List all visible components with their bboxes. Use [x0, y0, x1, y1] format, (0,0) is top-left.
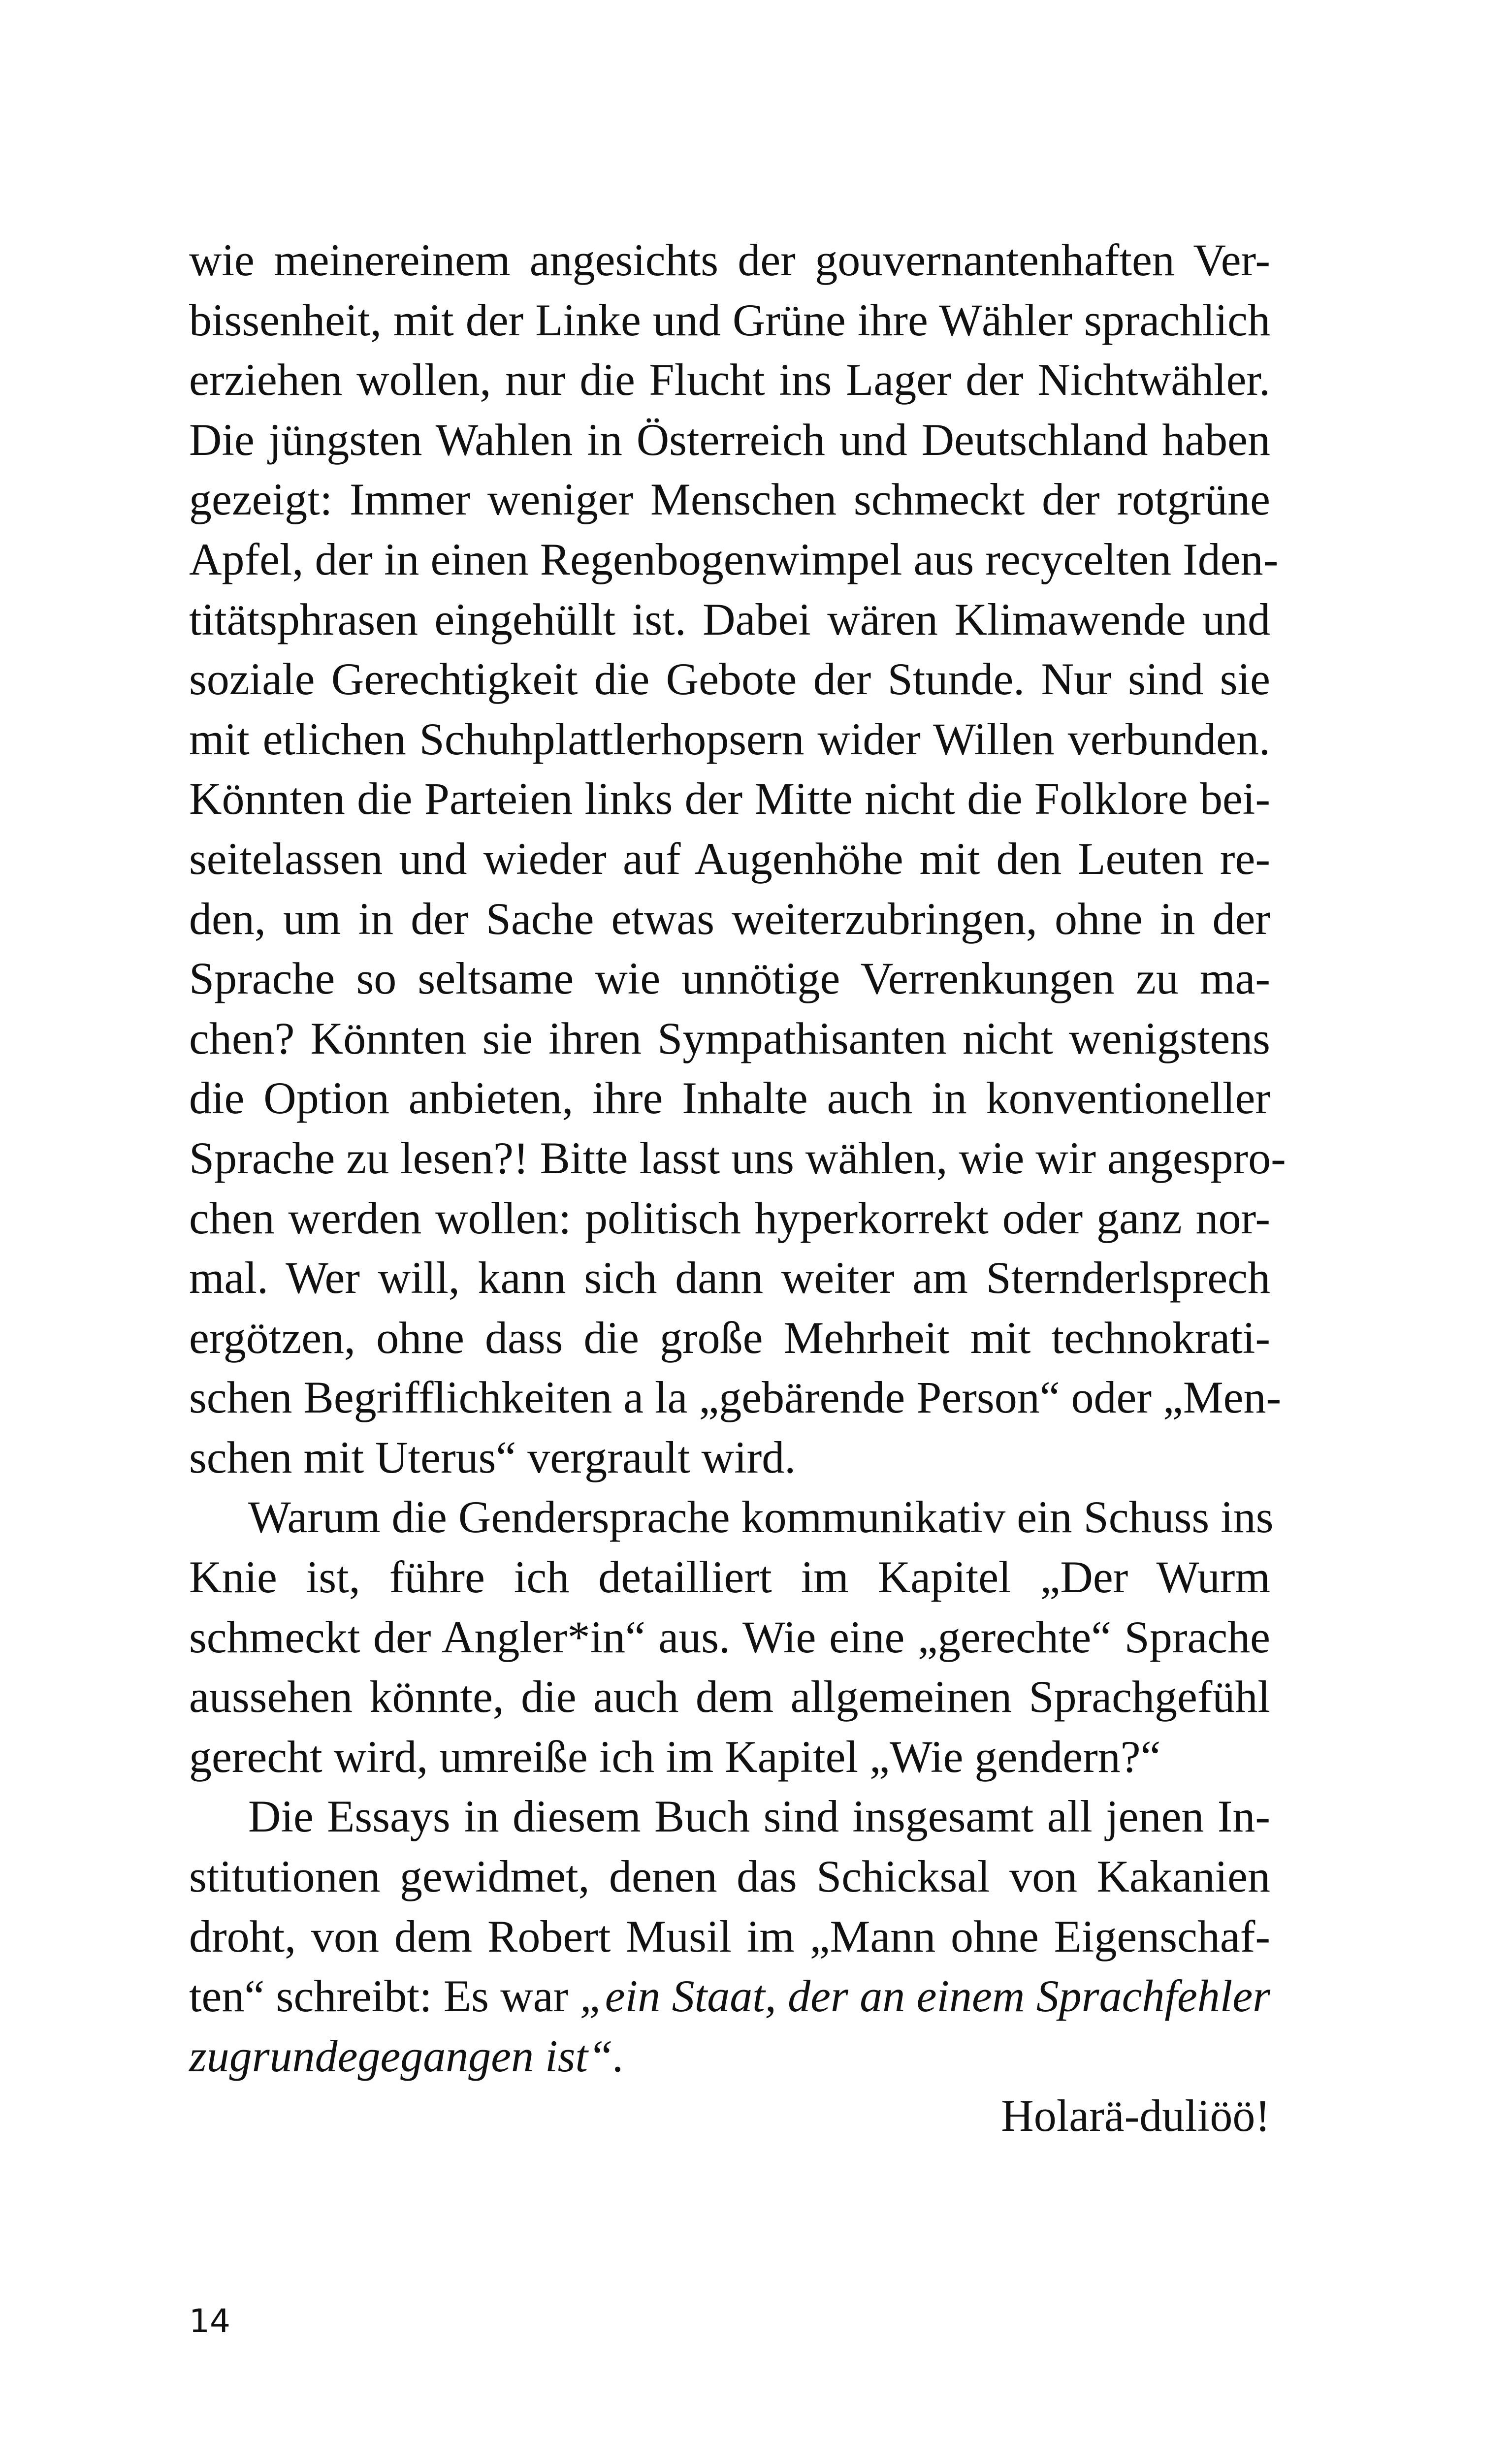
text-line: die Option anbieten, ihre Inhalte auch in konventioneller — [189, 1073, 1270, 1124]
text-line-quote-end — [189, 2026, 1270, 2087]
paragraph-2 — [189, 1487, 1274, 1787]
text-line: wie meinereinem angesichts der gouvernantenhaften Ver- — [189, 235, 1270, 285]
closing-line: Holarä-duliöö! — [1001, 2090, 1270, 2141]
text-line: stitutionen gewidmet, denen das Schicksal von Kakanien — [189, 1851, 1270, 1902]
musil-quote-start: „ein Staat, der an einem Sprachfehler — [579, 1971, 1270, 2022]
text-line: Apfel, der in einen Regenbogenwimpel aus recycelten Iden- — [189, 534, 1279, 584]
text-line: den, um in der Sache etwas weiterzubringen, ohne in der — [189, 893, 1270, 944]
page-number: 14 — [189, 2302, 230, 2340]
text-line: Könnten die Parteien links der Mitte nicht die Folklore bei- — [189, 773, 1270, 824]
body-text — [189, 230, 1286, 2146]
text-line: mal. Wer will, kann sich dann weiter am Sternderlsprech — [189, 1253, 1270, 1303]
text-line: chen werden wollen: politisch hyperkorrekt oder ganz nor- — [189, 1192, 1270, 1243]
text-line: erziehen wollen, nur die Flucht ins Lager der Nichtwähler. — [189, 354, 1270, 405]
text-line: Warum die Gendersprache kommunikativ ein Schuss ins — [248, 1492, 1274, 1543]
text-line: schen mit Uterus“ vergrault wird. — [189, 1432, 796, 1482]
text-line: Sprache so seltsame wie unnötige Verrenkungen zu ma- — [189, 953, 1270, 1004]
text-line-with-quote — [189, 1966, 1270, 2026]
text-line: titätsphrasen eingehüllt ist. Dabei wären Klimawende und — [189, 594, 1270, 644]
paragraph-1 — [189, 230, 1286, 1487]
text-line: seitelassen und wieder auf Augenhöhe mit den Leuten re- — [189, 833, 1270, 884]
text-line: soziale Gerechtigkeit die Gebote der Stunde. Nur sind sie — [189, 654, 1270, 705]
text-line: gerecht wird, umreiße ich im Kapitel „Wie gendern?“ — [189, 1731, 1161, 1782]
text-line: Die jüngsten Wahlen in Österreich und Deutschland haben — [189, 414, 1270, 465]
text-line: bissenheit, mit der Linke und Grüne ihre Wähler sprachlich — [189, 294, 1270, 345]
text-line: mit etlichen Schuhplattlerhopsern wider Willen verbunden. — [189, 713, 1270, 764]
text-line: gezeigt: Immer weniger Menschen schmeckt der rotgrüne — [189, 474, 1270, 525]
text-line: chen? Könnten sie ihren Sympathisanten nicht wenigstens — [189, 1013, 1270, 1063]
text-line: Die Essays in diesem Buch sind insgesamt all jenen In- — [248, 1791, 1270, 1842]
text-line: Sprache zu lesen?! Bitte lasst uns wählen, wie wir angespro- — [189, 1132, 1286, 1183]
text-line: aussehen könnte, die auch dem allgemeinen Sprachgefühl — [189, 1672, 1270, 1722]
text-line: ergötzen, ohne dass die große Mehrheit mit technokrati- — [189, 1312, 1270, 1363]
musil-quote-end: zugrundegegangen ist“. — [189, 2030, 625, 2081]
text-line: Knie ist, führe ich detailliert im Kapitel „Der Wurm — [189, 1552, 1270, 1603]
quote-lead-in: ten“ schreibt: Es war — [189, 1971, 580, 2022]
text-line: schmeckt der Angler*in“ aus. Wie eine „gerechte“ Sprache — [189, 1611, 1270, 1662]
text-line: schen Begrifflichkeiten a la „gebärende Person“ oder „Men- — [189, 1372, 1282, 1423]
text-line: droht, von dem Robert Musil im „Mann ohne Eigenschaf- — [189, 1911, 1270, 1961]
paragraph-3 — [189, 1787, 1270, 2086]
